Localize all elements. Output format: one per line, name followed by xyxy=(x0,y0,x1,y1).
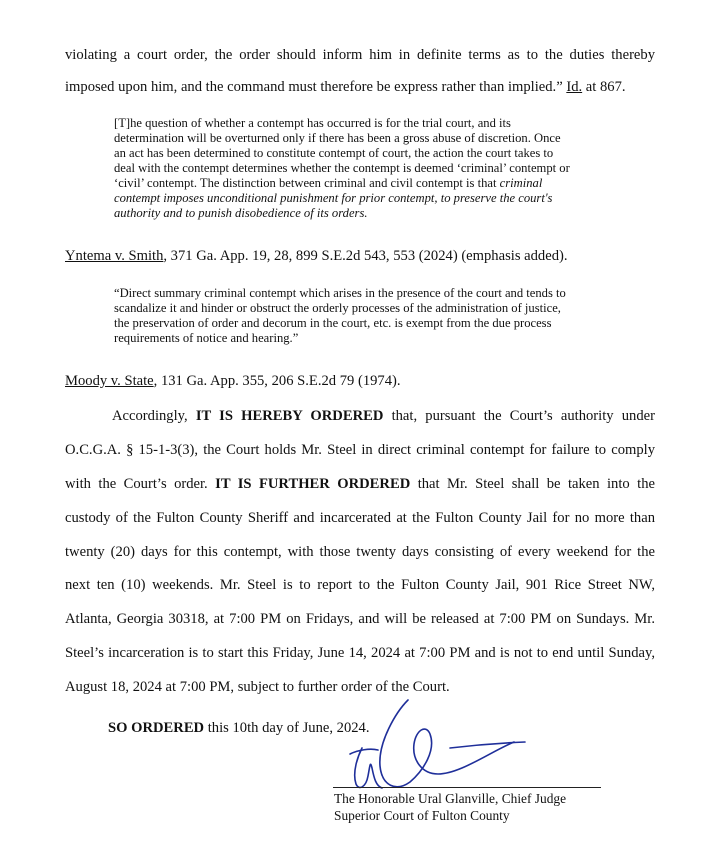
so-ordered-bold: SO ORDERED xyxy=(108,720,205,736)
signature-line xyxy=(333,787,601,788)
order-line-1-pre: Accordingly, xyxy=(112,408,188,424)
intro-line-2 xyxy=(65,78,655,96)
quote1-line-3: an act has been determined to constitute contempt of court, the action the court takes to xyxy=(114,146,554,160)
order-line-8: Steel’s incarceration is to start this Friday, June 14, 2024 at 7:00 PM and is not to end until Sunday, xyxy=(65,645,655,661)
order-line-2: O.C.G.A. § 15-1-3(3), the Court holds Mr. Steel in direct criminal contempt for failure to comply xyxy=(65,442,655,458)
quote2-line-2: scandalize it and hinder or obstruct the orderly processes of the administration of justice, xyxy=(114,301,561,315)
case-name-moody: Moody v. State xyxy=(65,373,154,389)
order-line-5: twenty (20) days for this contempt, with those twenty days consisting of every weekend for the xyxy=(65,544,655,560)
judge-name: The Honorable Ural Glanville, Chief Judge xyxy=(334,791,567,806)
quote1-line-4: deal with the contempt determines whether the contempt is deemed ‘criminal’ contempt or xyxy=(114,161,570,175)
quote2-line-1: “Direct summary criminal contempt which arises in the presence of the court and tends to xyxy=(114,286,566,300)
citation-moody xyxy=(65,372,655,390)
intro-line-1: violating a court order, the order should inform him in definite terms as to the duties thereby xyxy=(65,47,655,63)
intro-line-2-text: imposed upon him, and the command must therefore be express rather than implied.” xyxy=(65,79,563,95)
order-line-9: August 18, 2024 at 7:00 PM, subject to further order of the Court. xyxy=(65,679,450,695)
quote1-line-7: authority and to punish disobedience of its orders. xyxy=(114,206,368,220)
intro-page-ref: at 867. xyxy=(585,79,626,95)
order-line-1 xyxy=(112,407,655,425)
quote2-line-4: requirements of notice and hearing.” xyxy=(114,331,299,345)
quote1-line-2: determination will be overturned only if there has been a gross abuse of discretion. Once xyxy=(114,131,561,145)
citation-yntema-details: , 371 Ga. App. 19, 28, 899 S.E.2d 543, 553 (2024) (emphasis added). xyxy=(163,248,568,264)
quote1-line-6: contempt imposes unconditional punishment for prior contempt, to preserve the court's xyxy=(114,191,553,205)
order-line-3-pre: with the Court’s order. xyxy=(65,476,208,492)
quote1-line-5-italic: criminal xyxy=(499,176,543,190)
quote1-line-5 xyxy=(114,176,606,191)
order-line-3 xyxy=(65,475,655,493)
quote1-line-1: [T]he question of whether a contempt has occurred is for the trial court, and its xyxy=(114,116,511,130)
order-line-1-post: that, pursuant the Court’s authority under xyxy=(391,408,655,424)
further-ordered: IT IS FURTHER ORDERED xyxy=(215,476,411,492)
citation-yntema xyxy=(65,247,655,265)
citation-moody-details: , 131 Ga. App. 355, 206 S.E.2d 79 (1974). xyxy=(153,373,401,389)
hereby-ordered: IT IS HEREBY ORDERED xyxy=(195,408,384,424)
order-line-6: next ten (10) weekends. Mr. Steel is to report to the Fulton County Jail, 901 Rice Street NW, xyxy=(65,577,655,593)
quote1-line-5-text: ‘civil’ contempt. The distinction between criminal and civil contempt is that xyxy=(114,176,497,190)
case-name-yntema: Yntema v. Smith xyxy=(65,248,164,264)
order-line-3-post: that Mr. Steel shall be taken into the xyxy=(417,476,655,492)
order-line-4: custody of the Fulton County Sheriff and incarcerated at the Fulton County Jail for no more than xyxy=(65,510,655,526)
quote2-line-3: the preservation of order and decorum in the court, etc. is exempt from the due process xyxy=(114,316,552,330)
id-citation: Id. xyxy=(566,79,583,95)
so-ordered-date: this 10th day of June, 2024. xyxy=(207,720,370,736)
order-line-7: Atlanta, Georgia 30318, at 7:00 PM on Fridays, and will be released at 7:00 PM on Sundays. Mr. xyxy=(65,611,655,627)
court-name: Superior Court of Fulton County xyxy=(334,808,510,823)
